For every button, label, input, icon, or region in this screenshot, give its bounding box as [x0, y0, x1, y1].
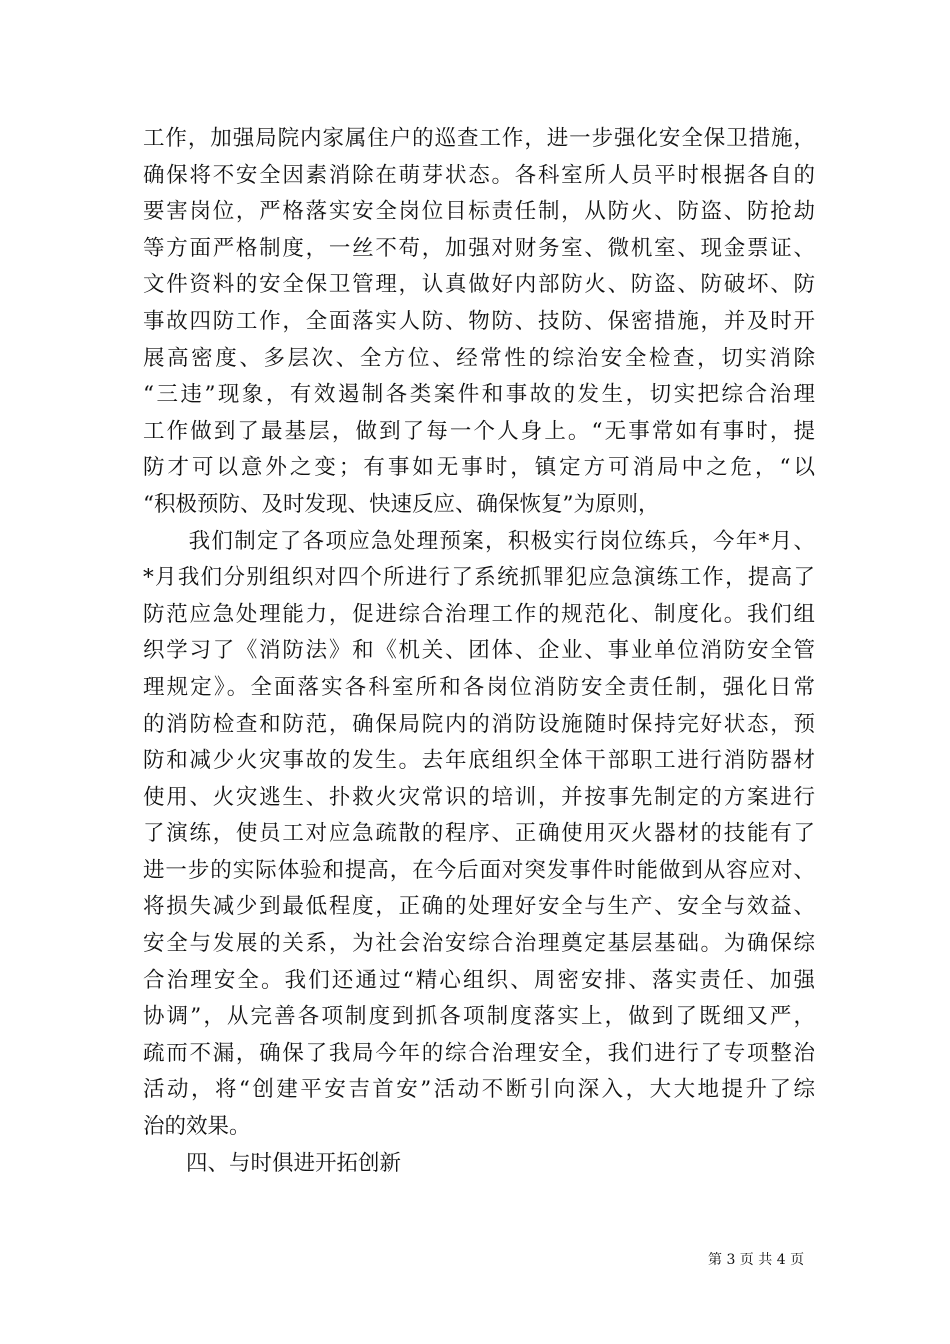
- text-line: 理规定》。全面落实各科室所和各岗位消防安全责任制，强化日常: [143, 674, 815, 700]
- text-line: 等方面严格制度，一丝不苟，加强对财务室、微机室、现金票证、: [143, 235, 815, 261]
- text-line: 了演练，使员工对应急疏散的程序、正确使用灭火器材的技能有了: [143, 821, 815, 847]
- text-line: 的消防检查和防范，确保局院内的消防设施随时保持完好状态，预: [143, 711, 815, 737]
- text-line: 安全与发展的关系，为社会治安综合治理奠定基层基础。为确保综: [143, 931, 815, 957]
- document-body: [143, 121, 815, 1182]
- text-line: 治的效果。: [143, 1114, 251, 1140]
- text-line: 我们制定了各项应急处理预案，积极实行岗位练兵，今年*月、: [143, 528, 815, 554]
- text-line: 防才可以意外之变；有事如无事时，镇定方可消局中之危，“以: [143, 455, 815, 481]
- text-line: *月我们分别组织对四个所进行了系统抓罪犯应急演练工作，提高了: [143, 565, 815, 591]
- text-line: 确保将不安全因素消除在萌芽状态。各科室所人员平时根据各自的: [143, 162, 815, 188]
- text-line: 展高密度、多层次、全方位、经常性的综治安全检查，切实消除: [143, 345, 815, 371]
- text-line: 防范应急处理能力，促进综合治理工作的规范化、制度化。我们组: [143, 601, 815, 627]
- text-line: “三违”现象，有效遏制各类案件和事故的发生，切实把综合治理: [143, 382, 815, 408]
- text-line: 活动，将“创建平安吉首安”活动不断引向深入，大大地提升了综: [143, 1077, 815, 1103]
- text-line: 织学习了《消防法》和《机关、团体、企业、事业单位消防安全管: [143, 638, 815, 664]
- text-line: 工作做到了最基层，做到了每一个人身上。“无事常如有事时，提: [143, 418, 815, 444]
- text-line: 疏而不漏，确保了我局今年的综合治理安全，我们进行了专项整治: [143, 1040, 815, 1066]
- text-line: 事故四防工作，全面落实人防、物防、技防、保密措施，并及时开: [143, 308, 815, 334]
- section-heading: 四、与时俱进开拓创新: [143, 1150, 402, 1176]
- text-line: 将损失减少到最低程度，正确的处理好安全与生产、安全与效益、: [143, 894, 815, 920]
- text-line: “积极预防、及时发现、快速反应、确保恢复”为原则，: [143, 491, 660, 517]
- text-line: 防和减少火灾事故的发生。去年底组织全体干部职工进行消防器材: [143, 748, 815, 774]
- page-number-footer: 第 3 页 共 4 页: [708, 1252, 805, 1268]
- text-line: 要害岗位，严格落实安全岗位目标责任制，从防火、防盗、防抢劫: [143, 199, 815, 225]
- text-line: 文件资料的安全保卫管理，认真做好内部防火、防盗、防破坏、防: [143, 272, 815, 298]
- text-line: 工作，加强局院内家属住户的巡查工作，进一步强化安全保卫措施，: [143, 126, 815, 151]
- text-line: 合治理安全。我们还通过“精心组织、周密安排、落实责任、加强: [143, 967, 815, 993]
- text-line: 使用、火灾逃生、扑救火灾常识的培训，并按事先制定的方案进行: [143, 784, 815, 810]
- text-line: 进一步的实际体验和提高，在今后面对突发事件时能做到从容应对、: [143, 857, 815, 883]
- text-line: 协调”，从完善各项制度到抓各项制度落实上，做到了既细又严，: [143, 1004, 815, 1030]
